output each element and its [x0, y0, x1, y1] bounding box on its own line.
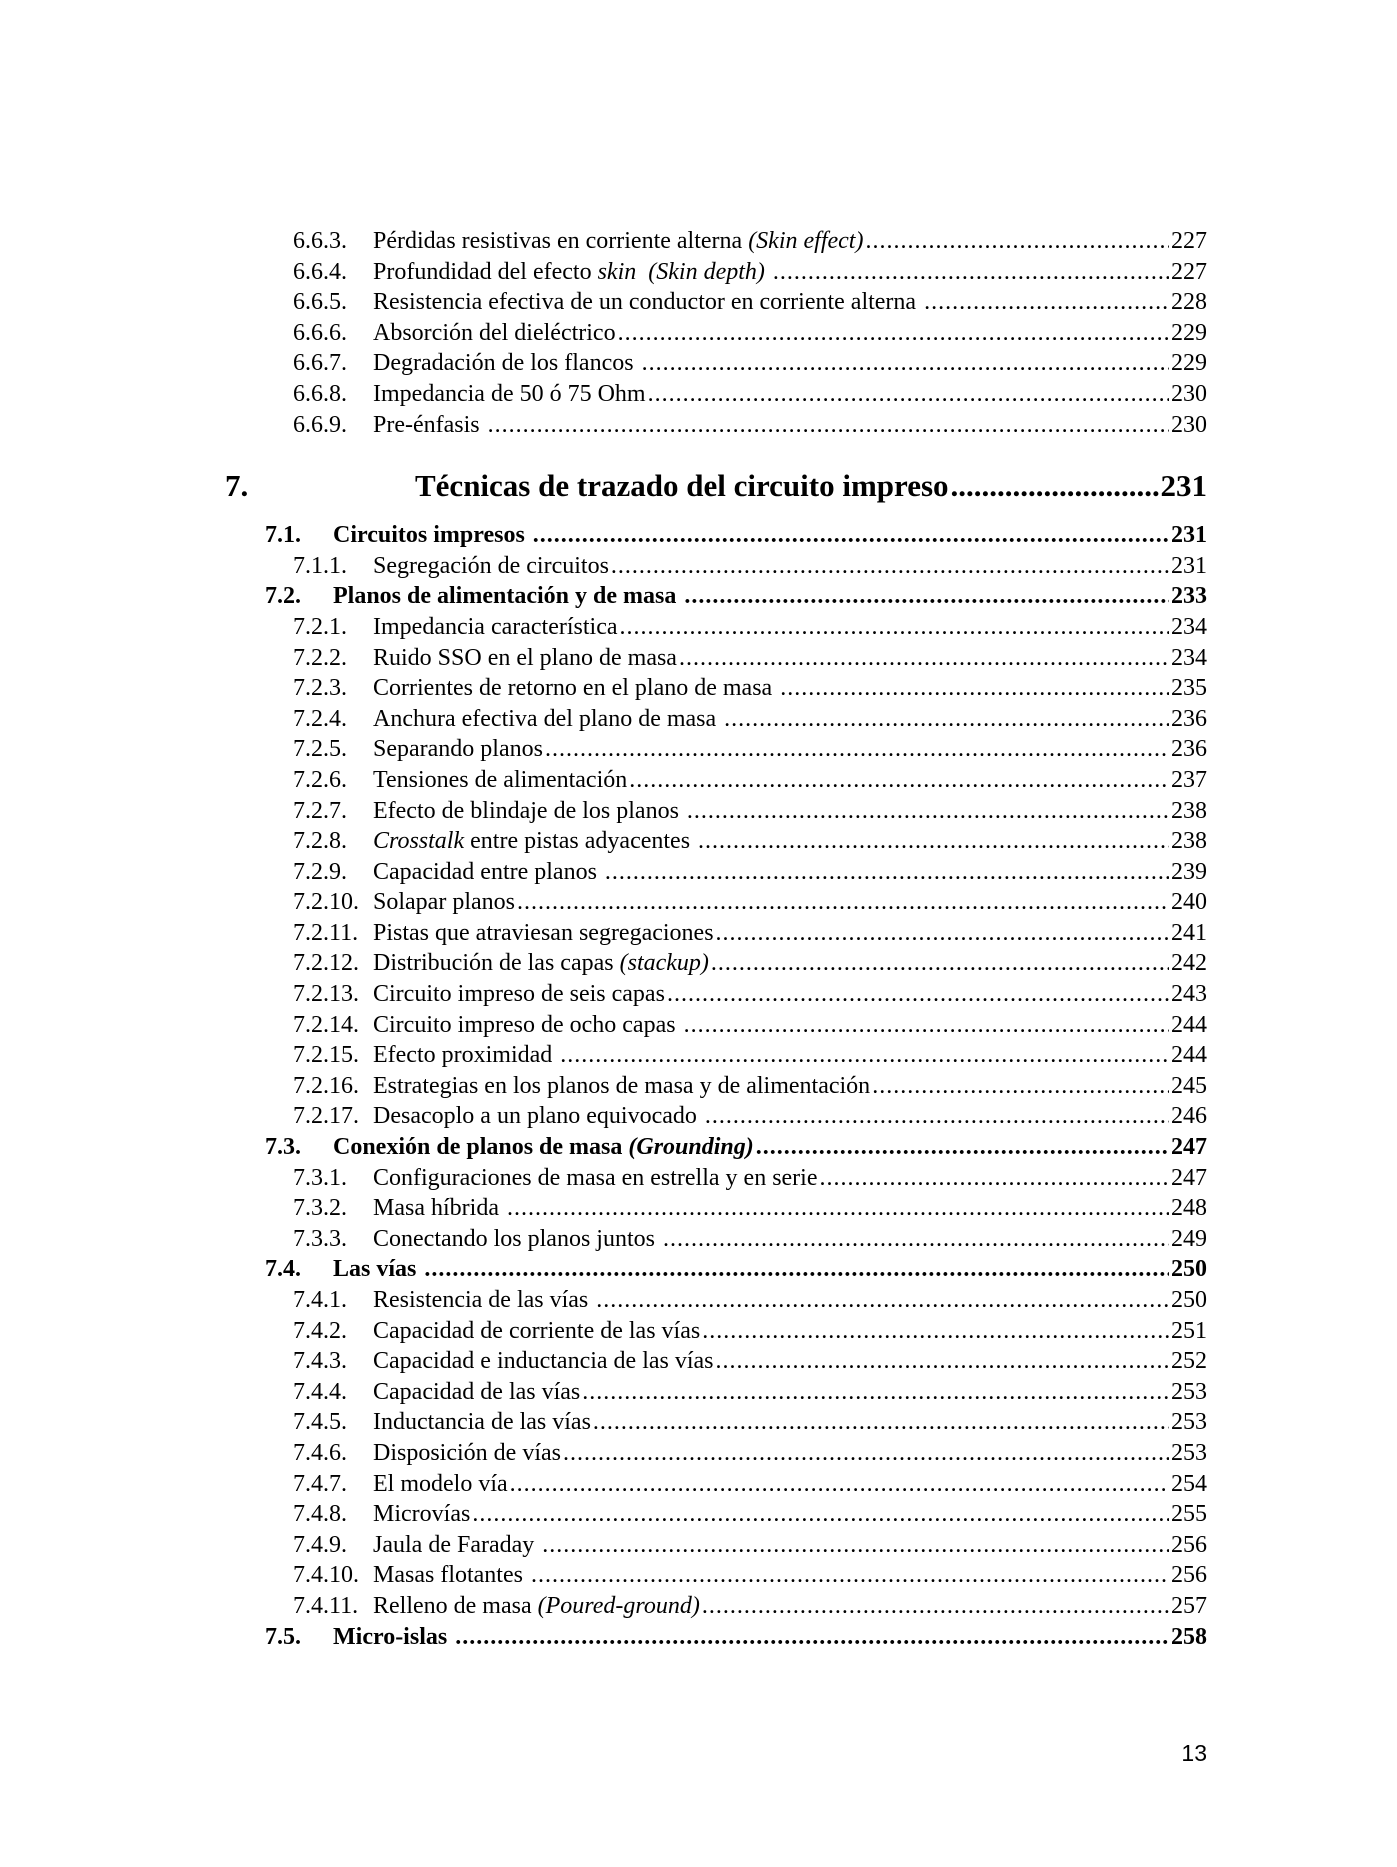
- toc-number: 7.1.1.: [293, 552, 347, 579]
- toc-subsection[interactable]: [225, 1501, 1207, 1532]
- toc-number: 7.4.11.: [293, 1592, 359, 1619]
- toc-leader-dots: [702, 1318, 1169, 1345]
- toc-number: 7.3.3.: [293, 1225, 347, 1252]
- toc-title-text: Inductancia de las vías: [373, 1409, 591, 1436]
- toc-subsection[interactable]: [225, 259, 1207, 290]
- toc-subsection[interactable]: [225, 614, 1207, 645]
- toc-title-text: Técnicas de trazado del circuito impreso: [415, 468, 949, 504]
- toc-title-italic: (stackup): [619, 950, 709, 977]
- toc-number: 7.4.7.: [293, 1470, 347, 1497]
- toc-number: 7.2.12.: [293, 950, 359, 977]
- toc-title: [373, 828, 696, 855]
- toc-title: [373, 889, 515, 916]
- toc-title: [333, 1134, 754, 1161]
- toc-subsection[interactable]: [225, 798, 1207, 829]
- toc-title-text: Pistas que atraviesan segregaciones: [373, 919, 714, 946]
- toc-page-number: 255: [1171, 1501, 1207, 1528]
- toc-title: [373, 412, 486, 439]
- toc-number: 7.2.16.: [293, 1072, 359, 1099]
- toc-title: [373, 1562, 529, 1589]
- toc-title-text: Anchura efectiva del plano de masa: [373, 705, 723, 732]
- toc-page-number: 243: [1171, 981, 1207, 1008]
- toc-page-number: 236: [1171, 705, 1207, 732]
- toc-title-text: Capacidad de las vías: [373, 1378, 581, 1405]
- toc-number: 6.6.5.: [293, 289, 347, 316]
- toc-subsection[interactable]: [225, 553, 1207, 584]
- toc-subsection[interactable]: [225, 1593, 1207, 1624]
- toc-title-text: Impedancia de 50 ó 75 Ohm: [373, 380, 646, 407]
- toc-subsection[interactable]: [225, 1440, 1207, 1471]
- toc-subsection[interactable]: [225, 950, 1207, 981]
- toc-number: 7.4.8.: [293, 1501, 347, 1528]
- toc-section[interactable]: [225, 583, 1207, 614]
- toc-subsection[interactable]: [225, 1012, 1207, 1043]
- toc-title-text: entre pistas adyacentes: [464, 828, 697, 855]
- toc-number: 7.2.5.: [293, 736, 347, 763]
- toc-number: 7.2.15.: [293, 1042, 359, 1069]
- toc-number: 6.6.8.: [293, 380, 347, 407]
- toc-leader-dots: [716, 1348, 1169, 1375]
- toc-number: 7.4.4.: [293, 1378, 347, 1405]
- toc-title: [373, 1501, 470, 1528]
- toc-subsection[interactable]: [225, 981, 1207, 1012]
- toc-number: 7.2.10.: [293, 889, 359, 916]
- toc-title: [373, 1287, 594, 1314]
- toc-title-text: Conexión de planos de masa: [333, 1134, 629, 1161]
- toc-subsection[interactable]: [225, 320, 1207, 351]
- toc-page-number: 240: [1171, 889, 1207, 916]
- toc-title: [373, 981, 665, 1008]
- table-of-contents: [225, 228, 1207, 1654]
- toc-title: [373, 1318, 700, 1345]
- toc-title-text: Microvías: [373, 1501, 471, 1528]
- toc-number: 7.2.7.: [293, 797, 347, 824]
- toc-title-italic: (Grounding): [628, 1134, 754, 1161]
- toc-number: 7.: [225, 468, 249, 504]
- toc-leader-dots: [667, 981, 1169, 1008]
- toc-subsection[interactable]: [225, 381, 1207, 412]
- toc-page-number: 233: [1171, 583, 1207, 610]
- toc-leader-dots: [705, 1103, 1169, 1130]
- toc-title-text: Masas flotantes: [373, 1562, 529, 1589]
- toc-page-number: 237: [1171, 766, 1207, 793]
- toc-subsection[interactable]: [225, 1318, 1207, 1349]
- toc-title-italic: (Skin effect): [748, 228, 864, 254]
- toc-leader-dots: [711, 950, 1169, 977]
- toc-subsection[interactable]: [225, 736, 1207, 767]
- toc-leader-dots: [687, 798, 1169, 825]
- toc-number: 6.6.9.: [293, 411, 347, 438]
- toc-page-number: 253: [1171, 1439, 1207, 1466]
- toc-title: [373, 736, 543, 763]
- toc-title: [373, 1042, 558, 1069]
- toc-page-number: 250: [1171, 1256, 1207, 1283]
- toc-leader-dots: [563, 1440, 1169, 1467]
- toc-leader-dots: [780, 675, 1169, 702]
- toc-leader-dots: [872, 1073, 1169, 1100]
- toc-page-number: 256: [1171, 1531, 1207, 1558]
- toc-title: [373, 1195, 505, 1222]
- toc-page-number: 234: [1171, 613, 1207, 640]
- toc-leader-dots: [488, 412, 1169, 439]
- toc-page-number: 256: [1171, 1562, 1207, 1589]
- toc-subsection[interactable]: [225, 675, 1207, 706]
- toc-page-number: 252: [1171, 1348, 1207, 1375]
- toc-page-number: 230: [1171, 380, 1207, 407]
- toc-title-text: Pre-énfasis: [373, 411, 486, 438]
- toc-title-text: Segregación de circuitos: [373, 552, 609, 579]
- toc-subsection[interactable]: [225, 1226, 1207, 1257]
- toc-title-text: Distribución de las capas: [373, 950, 620, 977]
- toc-number: 6.6.6.: [293, 319, 347, 346]
- toc-leader-dots: [611, 553, 1169, 580]
- toc-title: [373, 350, 640, 377]
- toc-title: [333, 1624, 453, 1651]
- toc-page-number: 251: [1171, 1317, 1207, 1344]
- toc-number: 7.4.10.: [293, 1562, 359, 1589]
- toc-leader-dots: [510, 1471, 1169, 1498]
- toc-section[interactable]: [225, 522, 1207, 553]
- toc-number: 7.2.2.: [293, 644, 347, 671]
- toc-leader-dots: [618, 320, 1169, 347]
- toc-subsection[interactable]: [225, 645, 1207, 676]
- toc-leader-dots: [582, 1379, 1169, 1406]
- toc-leader-dots: [593, 1409, 1169, 1436]
- toc-title-text: Estrategias en los planos de masa y de alimentación: [373, 1072, 871, 1099]
- toc-title: [373, 706, 722, 733]
- toc-title-text: Masa híbrida: [373, 1195, 505, 1222]
- toc-page-number: 249: [1171, 1225, 1207, 1252]
- toc-number: 6.6.4.: [293, 258, 347, 285]
- toc-page-number: 253: [1171, 1409, 1207, 1436]
- toc-title-text: Separando planos: [373, 736, 543, 763]
- toc-page-number: 231: [1171, 522, 1207, 549]
- toc-title-text: Circuito impreso de ocho capas: [373, 1011, 682, 1038]
- toc-title-text: Relleno de masa: [373, 1592, 538, 1619]
- toc-title-text: Las vías: [333, 1256, 423, 1283]
- toc-title: [373, 675, 778, 702]
- toc-subsection[interactable]: [225, 767, 1207, 798]
- toc-number: 7.2.3.: [293, 675, 347, 702]
- toc-title: [373, 320, 616, 347]
- toc-title-text: Circuito impreso de seis capas: [373, 981, 665, 1008]
- toc-leader-dots: [865, 228, 1169, 255]
- toc-page-number: 229: [1171, 319, 1207, 346]
- toc-page-number: 245: [1171, 1072, 1207, 1099]
- toc-title: [333, 1256, 422, 1283]
- toc-title: [373, 614, 618, 641]
- toc-title: [373, 1226, 661, 1253]
- toc-page-number: 235: [1171, 675, 1207, 702]
- toc-title: [373, 1440, 561, 1467]
- toc-leader-dots: [663, 1226, 1169, 1253]
- toc-title-text: Micro-islas: [333, 1623, 454, 1650]
- toc-title-text: Resistencia de las vías: [373, 1287, 595, 1313]
- toc-title: [373, 950, 709, 977]
- toc-page-number: 244: [1171, 1042, 1207, 1069]
- toc-page-number: 254: [1171, 1470, 1207, 1497]
- toc-title: [333, 522, 531, 549]
- toc-page-number: 244: [1171, 1011, 1207, 1038]
- toc-page-number: 258: [1171, 1623, 1207, 1650]
- toc-title-text: Efecto proximidad: [373, 1042, 559, 1069]
- toc-subsection[interactable]: [225, 1195, 1207, 1226]
- toc-title-text: Impedancia característica: [373, 613, 618, 640]
- toc-title: [373, 1103, 703, 1130]
- toc-number: 7.3.1.: [293, 1164, 347, 1191]
- toc-chapter[interactable]: [225, 454, 1207, 518]
- toc-number: 7.2.11.: [293, 919, 359, 946]
- toc-leader-dots: [533, 522, 1169, 549]
- toc-page-number: 253: [1171, 1378, 1207, 1405]
- toc-title-text: Degradación de los flancos: [373, 350, 640, 377]
- toc-number: 7.1.: [265, 522, 301, 549]
- toc-title-italic: Crosstalk: [373, 828, 465, 855]
- toc-page-number: 238: [1171, 797, 1207, 824]
- toc-title-text: Pérdidas resistivas en corriente alterna: [373, 228, 749, 254]
- toc-title: [373, 289, 922, 316]
- toc-leader-dots: [951, 468, 1159, 504]
- toc-leader-dots: [596, 1287, 1169, 1314]
- toc-title: [373, 228, 863, 255]
- toc-number: 7.2.9.: [293, 858, 347, 885]
- toc-title-text: Conectando los planos juntos: [373, 1225, 661, 1252]
- toc-leader-dots: [773, 259, 1169, 286]
- toc-title-text: Configuraciones de masa en estrella y en serie: [373, 1164, 818, 1191]
- toc-title-text: Corrientes de retorno en el plano de masa: [373, 675, 779, 702]
- toc-title-italic: (Poured-ground): [537, 1592, 700, 1619]
- toc-number: 7.4.9.: [293, 1531, 347, 1558]
- toc-subsection[interactable]: [225, 859, 1207, 890]
- toc-subsection[interactable]: [225, 1562, 1207, 1593]
- toc-page-number: 241: [1171, 919, 1207, 946]
- toc-page-number: 242: [1171, 950, 1207, 977]
- toc-title-text: Circuitos impresos: [333, 522, 531, 549]
- toc-subsection[interactable]: [225, 1471, 1207, 1502]
- toc-title-text: Efecto de blindaje de los planos: [373, 797, 685, 824]
- toc-leader-dots: [620, 614, 1170, 641]
- toc-leader-dots: [542, 1532, 1169, 1559]
- toc-subsection[interactable]: [225, 1409, 1207, 1440]
- toc-number: 7.4.3.: [293, 1348, 347, 1375]
- toc-leader-dots: [724, 706, 1169, 733]
- toc-subsection[interactable]: [225, 1348, 1207, 1379]
- toc-page-number: 229: [1171, 350, 1207, 377]
- toc-leader-dots: [679, 645, 1169, 672]
- toc-section[interactable]: [225, 1256, 1207, 1287]
- toc-page-number: 236: [1171, 736, 1207, 763]
- toc-subsection[interactable]: [225, 289, 1207, 320]
- toc-title-text: Capacidad de corriente de las vías: [373, 1317, 701, 1344]
- toc-title: [333, 583, 682, 610]
- toc-subsection[interactable]: [225, 350, 1207, 381]
- toc-number: 7.4.5.: [293, 1409, 347, 1436]
- toc-number: 7.2.1.: [293, 613, 347, 640]
- toc-leader-dots: [455, 1624, 1169, 1651]
- toc-title: [373, 1532, 540, 1559]
- toc-title: [373, 381, 646, 408]
- toc-title: [373, 798, 685, 825]
- toc-number: 7.4.6.: [293, 1439, 347, 1466]
- toc-page-number: 234: [1171, 644, 1207, 671]
- toc-number: 6.6.7.: [293, 350, 347, 377]
- toc-leader-dots: [531, 1562, 1169, 1589]
- toc-leader-dots: [716, 920, 1169, 947]
- toc-leader-dots: [629, 767, 1169, 794]
- toc-number: 7.4.2.: [293, 1317, 347, 1344]
- toc-page-number: 246: [1171, 1103, 1207, 1130]
- toc-title-text: [765, 259, 771, 285]
- toc-leader-dots: [684, 583, 1169, 610]
- toc-page-number: 227: [1171, 228, 1207, 254]
- toc-section[interactable]: [225, 1624, 1207, 1655]
- toc-subsection[interactable]: [225, 1532, 1207, 1563]
- toc-number: 6.6.3.: [293, 228, 347, 254]
- toc-subsection[interactable]: [225, 889, 1207, 920]
- toc-leader-dots: [820, 1165, 1170, 1192]
- toc-title-text: Capacidad e inductancia de las vías: [373, 1348, 714, 1375]
- toc-title-text: Desacoplo a un plano equivocado: [373, 1103, 703, 1130]
- toc-subsection[interactable]: [225, 1165, 1207, 1196]
- toc-title: [373, 767, 627, 794]
- toc-title: [373, 1593, 700, 1620]
- toc-number: 7.2.13.: [293, 981, 359, 1008]
- toc-title: [373, 1165, 818, 1192]
- toc-number: 7.4.1.: [293, 1287, 347, 1313]
- toc-leader-dots: [648, 381, 1169, 408]
- toc-number: 7.2.: [265, 583, 301, 610]
- toc-leader-dots: [642, 350, 1169, 377]
- toc-title: [373, 1471, 508, 1498]
- toc-page-number: 238: [1171, 828, 1207, 855]
- toc-leader-dots: [545, 736, 1169, 763]
- toc-page-number: 239: [1171, 858, 1207, 885]
- toc-subsection[interactable]: [225, 228, 1207, 259]
- toc-number: 7.3.: [265, 1134, 301, 1161]
- toc-subsection[interactable]: [225, 1042, 1207, 1073]
- page-number: 13: [1181, 1740, 1207, 1766]
- toc-number: 7.5.: [265, 1623, 301, 1650]
- toc-title: [373, 1012, 682, 1039]
- toc-page-number: 257: [1171, 1592, 1207, 1619]
- toc-leader-dots: [924, 289, 1169, 316]
- toc-number: 7.4.: [265, 1256, 301, 1283]
- toc-leader-dots: [517, 889, 1169, 916]
- toc-number: 7.2.17.: [293, 1103, 359, 1130]
- toc-title: [373, 1379, 580, 1406]
- toc-leader-dots: [424, 1256, 1169, 1283]
- toc-section[interactable]: [225, 1134, 1207, 1165]
- toc-leader-dots: [756, 1134, 1169, 1161]
- toc-title-italic: skin (Skin depth): [597, 258, 765, 285]
- toc-title: [373, 1409, 591, 1436]
- toc-page-number: 231: [1160, 468, 1207, 504]
- toc-title: [373, 1348, 714, 1375]
- toc-page-number: 248: [1171, 1195, 1207, 1222]
- toc-title-text: Jaula de Faraday: [373, 1531, 541, 1558]
- toc-subsection[interactable]: [225, 920, 1207, 951]
- toc-number: 7.2.6.: [293, 766, 347, 793]
- toc-subsection[interactable]: [225, 1073, 1207, 1104]
- toc-title: [415, 468, 949, 504]
- toc-leader-dots: [472, 1501, 1169, 1528]
- toc-title: [373, 920, 714, 947]
- toc-leader-dots: [605, 859, 1169, 886]
- toc-title: [373, 259, 771, 286]
- toc-title-text: Absorción del dieléctrico: [373, 319, 616, 346]
- toc-title: [373, 859, 603, 886]
- toc-page-number: 247: [1171, 1164, 1207, 1191]
- toc-title: [373, 1073, 870, 1100]
- toc-number: 7.2.14.: [293, 1011, 359, 1038]
- toc-title: [373, 645, 677, 672]
- toc-title-text: Disposición de vías: [373, 1439, 561, 1466]
- toc-leader-dots: [698, 828, 1169, 855]
- toc-number: 7.2.8.: [293, 828, 347, 855]
- toc-leader-dots: [560, 1042, 1169, 1069]
- toc-title-text: Planos de alimentación y de masa: [333, 583, 683, 610]
- toc-title-text: Capacidad entre planos: [373, 858, 603, 885]
- toc-title-text: Ruido SSO en el plano de masa: [373, 644, 677, 671]
- toc-title-text: Profundidad del efecto: [373, 258, 598, 285]
- toc-page-number: 230: [1171, 411, 1207, 438]
- toc-title-text: Solapar planos: [373, 889, 515, 916]
- toc-title: [373, 553, 609, 580]
- toc-title-text: Resistencia efectiva de un conductor en corriente alterna: [373, 289, 923, 316]
- toc-page-number: 227: [1171, 258, 1207, 285]
- toc-title-text: El modelo vía: [373, 1470, 508, 1497]
- toc-leader-dots: [702, 1593, 1169, 1620]
- toc-subsection[interactable]: [225, 706, 1207, 737]
- toc-subsection[interactable]: [225, 1287, 1207, 1318]
- toc-leader-dots: [684, 1012, 1169, 1039]
- toc-subsection[interactable]: [225, 1379, 1207, 1410]
- toc-number: 7.3.2.: [293, 1195, 347, 1222]
- toc-page-number: 231: [1171, 552, 1207, 579]
- toc-page-number: 228: [1171, 289, 1207, 316]
- toc-page-number: 250: [1171, 1287, 1207, 1313]
- toc-subsection[interactable]: [225, 412, 1207, 443]
- toc-page-number: 247: [1171, 1134, 1207, 1161]
- toc-leader-dots: [507, 1195, 1169, 1222]
- toc-number: 7.2.4.: [293, 705, 347, 732]
- toc-title-text: Tensiones de alimentación: [373, 766, 628, 793]
- toc-subsection[interactable]: [225, 1103, 1207, 1134]
- toc-subsection[interactable]: [225, 828, 1207, 859]
